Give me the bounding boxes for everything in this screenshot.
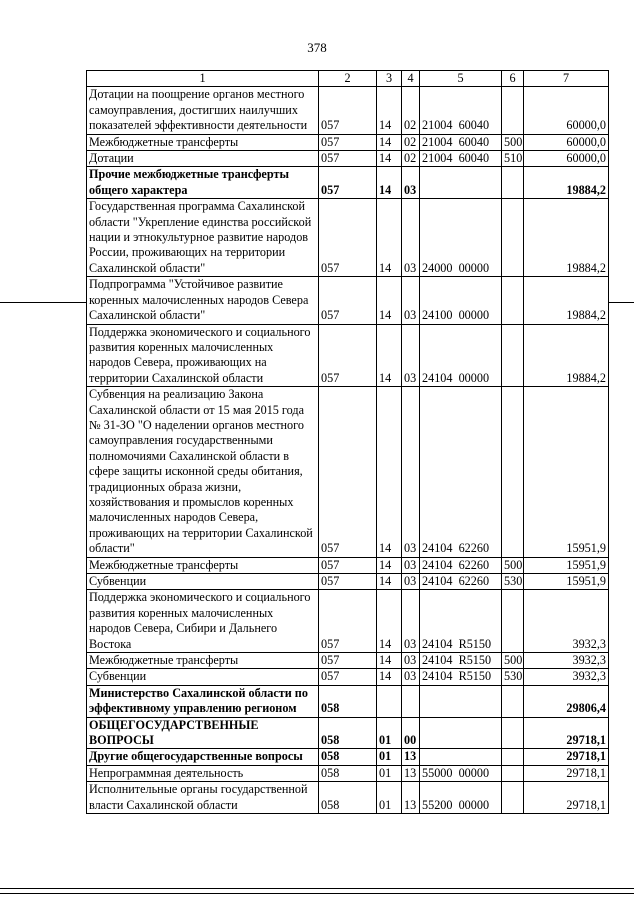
row-target-article xyxy=(420,749,502,765)
row-subsection-code: 03 xyxy=(402,653,420,669)
row-target-article: 24100 00000 xyxy=(420,277,502,324)
row-name: Министерство Сахалинской области по эффективному управлению регионом xyxy=(87,685,319,717)
row-expense-type xyxy=(502,749,524,765)
row-expense-type xyxy=(502,87,524,134)
row-ministry-code: 057 xyxy=(319,669,377,685)
row-expense-type xyxy=(502,717,524,749)
row-name: Государственная программа Сахалинской области "Укрепление единства российской нации и этнокультурное развитие народов России, проживающих на территории Сахалинской области" xyxy=(87,199,319,277)
row-section-code: 14 xyxy=(377,87,402,134)
row-ministry-code: 057 xyxy=(319,653,377,669)
scan-rule-line xyxy=(0,888,634,889)
row-ministry-code: 058 xyxy=(319,782,377,814)
row-ministry-code: 057 xyxy=(319,134,377,150)
row-expense-type xyxy=(502,685,524,717)
row-amount: 29718,1 xyxy=(524,749,609,765)
row-ministry-code: 058 xyxy=(319,765,377,781)
row-target-article: 55200 00000 xyxy=(420,782,502,814)
row-ministry-code: 058 xyxy=(319,717,377,749)
row-subsection-code: 03 xyxy=(402,324,420,387)
header-col-7: 7 xyxy=(524,71,609,87)
row-ministry-code: 057 xyxy=(319,167,377,199)
table-row xyxy=(87,557,609,573)
row-target-article: 24104 R5150 xyxy=(420,653,502,669)
table-row xyxy=(87,151,609,167)
row-ministry-code: 057 xyxy=(319,590,377,653)
header-col-3: 3 xyxy=(377,71,402,87)
row-target-article: 21004 60040 xyxy=(420,151,502,167)
table-row xyxy=(87,387,609,557)
row-expense-type xyxy=(502,590,524,653)
row-expense-type: 500 xyxy=(502,134,524,150)
row-target-article: 24000 00000 xyxy=(420,199,502,277)
row-ministry-code: 057 xyxy=(319,151,377,167)
table-row xyxy=(87,590,609,653)
row-name: Другие общегосударственные вопросы xyxy=(87,749,319,765)
table-row xyxy=(87,87,609,134)
row-section-code: 14 xyxy=(377,557,402,573)
row-expense-type xyxy=(502,167,524,199)
row-name: Субвенции xyxy=(87,669,319,685)
row-amount: 15951,9 xyxy=(524,557,609,573)
row-subsection-code: 03 xyxy=(402,199,420,277)
row-section-code: 01 xyxy=(377,749,402,765)
table-row xyxy=(87,199,609,277)
row-subsection-code: 02 xyxy=(402,87,420,134)
row-name: Дотации xyxy=(87,151,319,167)
row-name: Поддержка экономического и социального развития коренных малочисленных народов Севера, проживающих на территории Сахалинской области xyxy=(87,324,319,387)
row-amount: 19884,2 xyxy=(524,167,609,199)
row-amount: 60000,0 xyxy=(524,87,609,134)
header-col-2: 2 xyxy=(319,71,377,87)
row-amount: 3932,3 xyxy=(524,653,609,669)
table-row xyxy=(87,782,609,814)
row-ministry-code: 057 xyxy=(319,387,377,557)
row-subsection-code: 03 xyxy=(402,669,420,685)
row-ministry-code: 057 xyxy=(319,324,377,387)
row-section-code: 14 xyxy=(377,134,402,150)
row-ministry-code: 057 xyxy=(319,87,377,134)
budget-table xyxy=(86,70,609,814)
row-ministry-code: 058 xyxy=(319,685,377,717)
row-section-code: 14 xyxy=(377,669,402,685)
row-subsection-code: 03 xyxy=(402,387,420,557)
row-subsection-code: 13 xyxy=(402,749,420,765)
header-col-1: 1 xyxy=(87,71,319,87)
table-row xyxy=(87,765,609,781)
row-expense-type: 500 xyxy=(502,557,524,573)
row-expense-type: 530 xyxy=(502,574,524,590)
row-name: Дотации на поощрение органов местного самоуправления, достигших наилучших показателей эффективности деятельности xyxy=(87,87,319,134)
row-subsection-code: 13 xyxy=(402,765,420,781)
row-name: Прочие межбюджетные трансферты общего характера xyxy=(87,167,319,199)
row-section-code: 14 xyxy=(377,324,402,387)
row-name: Межбюджетные трансферты xyxy=(87,134,319,150)
row-target-article: 24104 62260 xyxy=(420,387,502,557)
row-expense-type: 500 xyxy=(502,653,524,669)
row-target-article: 24104 00000 xyxy=(420,324,502,387)
row-subsection-code: 03 xyxy=(402,574,420,590)
scan-rule-line xyxy=(0,893,634,894)
row-target-article xyxy=(420,717,502,749)
row-amount: 15951,9 xyxy=(524,387,609,557)
header-col-5: 5 xyxy=(420,71,502,87)
row-subsection-code xyxy=(402,685,420,717)
row-amount: 29806,4 xyxy=(524,685,609,717)
row-name: Межбюджетные трансферты xyxy=(87,557,319,573)
row-subsection-code: 02 xyxy=(402,151,420,167)
row-name: Исполнительные органы государственной власти Сахалинской области xyxy=(87,782,319,814)
table-row xyxy=(87,653,609,669)
row-section-code: 01 xyxy=(377,782,402,814)
row-name: Подпрограмма "Устойчивое развитие коренных малочисленных народов Севера Сахалинской области" xyxy=(87,277,319,324)
row-section-code: 14 xyxy=(377,387,402,557)
row-section-code: 14 xyxy=(377,151,402,167)
row-expense-type xyxy=(502,199,524,277)
row-subsection-code: 03 xyxy=(402,557,420,573)
row-section-code: 14 xyxy=(377,167,402,199)
row-target-article xyxy=(420,685,502,717)
row-expense-type xyxy=(502,277,524,324)
row-section-code: 14 xyxy=(377,199,402,277)
header-col-4: 4 xyxy=(402,71,420,87)
row-section-code: 01 xyxy=(377,717,402,749)
row-amount: 60000,0 xyxy=(524,134,609,150)
row-name: ОБЩЕГОСУДАРСТВЕННЫЕ ВОПРОСЫ xyxy=(87,717,319,749)
table-row xyxy=(87,669,609,685)
row-target-article xyxy=(420,167,502,199)
table-row xyxy=(87,324,609,387)
row-subsection-code: 03 xyxy=(402,590,420,653)
row-ministry-code: 057 xyxy=(319,557,377,573)
row-target-article: 24104 62260 xyxy=(420,557,502,573)
row-section-code: 14 xyxy=(377,277,402,324)
row-ministry-code: 058 xyxy=(319,749,377,765)
row-ministry-code: 057 xyxy=(319,574,377,590)
table-row xyxy=(87,134,609,150)
table-header-row xyxy=(87,71,609,87)
row-amount: 29718,1 xyxy=(524,717,609,749)
row-name: Субвенция на реализацию Закона Сахалинской области от 15 мая 2015 года № 31-ЗО "О наделении органов местного самоуправления государственными полномочиями Сахалинской области в сфере защиты исконной среды обитания, традиционных образа жизни, хозяйствования и промыслов коренных малочисленных народов Севера, проживающих на территории Сахалинской области" xyxy=(87,387,319,557)
row-section-code: 14 xyxy=(377,590,402,653)
table-row xyxy=(87,574,609,590)
row-expense-type: 510 xyxy=(502,151,524,167)
row-section-code xyxy=(377,685,402,717)
row-amount: 19884,2 xyxy=(524,324,609,387)
row-amount: 60000,0 xyxy=(524,151,609,167)
row-target-article: 21004 60040 xyxy=(420,134,502,150)
table-row xyxy=(87,167,609,199)
row-ministry-code: 057 xyxy=(319,277,377,324)
row-expense-type: 530 xyxy=(502,669,524,685)
row-section-code: 01 xyxy=(377,765,402,781)
row-expense-type xyxy=(502,782,524,814)
table-row xyxy=(87,717,609,749)
row-amount: 15951,9 xyxy=(524,574,609,590)
row-target-article: 24104 62260 xyxy=(420,574,502,590)
row-name: Субвенции xyxy=(87,574,319,590)
row-amount: 29718,1 xyxy=(524,765,609,781)
page-number: 378 xyxy=(307,40,327,55)
row-amount: 3932,3 xyxy=(524,590,609,653)
row-subsection-code: 03 xyxy=(402,277,420,324)
row-subsection-code: 02 xyxy=(402,134,420,150)
header-col-6: 6 xyxy=(502,71,524,87)
row-name: Поддержка экономического и социального развития коренных малочисленных народов Севера, Сибири и Дальнего Востока xyxy=(87,590,319,653)
row-expense-type xyxy=(502,324,524,387)
table-row xyxy=(87,685,609,717)
row-subsection-code: 13 xyxy=(402,782,420,814)
row-subsection-code: 00 xyxy=(402,717,420,749)
row-expense-type xyxy=(502,765,524,781)
row-target-article: 24104 R5150 xyxy=(420,590,502,653)
table-row xyxy=(87,749,609,765)
row-name: Межбюджетные трансферты xyxy=(87,653,319,669)
row-amount: 19884,2 xyxy=(524,199,609,277)
row-target-article: 24104 R5150 xyxy=(420,669,502,685)
row-section-code: 14 xyxy=(377,574,402,590)
row-amount: 3932,3 xyxy=(524,669,609,685)
table-row xyxy=(87,277,609,324)
scan-rule-line xyxy=(0,302,86,303)
row-amount: 29718,1 xyxy=(524,782,609,814)
row-ministry-code: 057 xyxy=(319,199,377,277)
scan-rule-line xyxy=(608,302,634,303)
row-amount: 19884,2 xyxy=(524,277,609,324)
row-expense-type xyxy=(502,387,524,557)
row-name: Непрограммная деятельность xyxy=(87,765,319,781)
row-target-article: 55000 00000 xyxy=(420,765,502,781)
row-section-code: 14 xyxy=(377,653,402,669)
row-subsection-code: 03 xyxy=(402,167,420,199)
row-target-article: 21004 60040 xyxy=(420,87,502,134)
